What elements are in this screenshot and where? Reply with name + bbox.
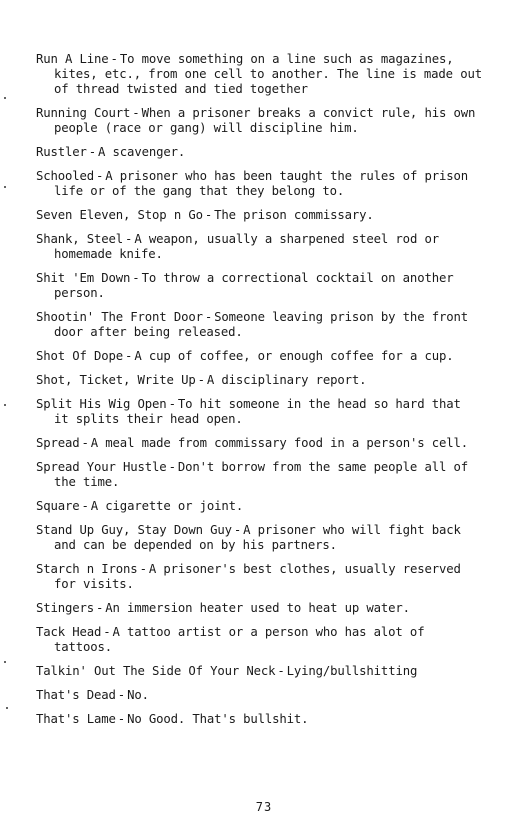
scan-speck — [4, 661, 6, 663]
entry-separator: - — [96, 169, 104, 183]
entry-term: Shank, Steel — [36, 232, 124, 246]
entry-term: Stand Up Guy, Stay Down Guy — [36, 523, 232, 537]
glossary-entry — [36, 436, 482, 451]
scan-speck — [4, 97, 6, 99]
entry-definition: When a prisoner breaks a convict rule, his own people (race or gang) will discipline him. — [54, 106, 476, 135]
entry-term: Talkin' Out The Side Of Your Neck — [36, 664, 276, 678]
glossary-entry — [36, 712, 482, 727]
glossary-entry — [36, 460, 482, 490]
entry-definition: A weapon, usually a sharpened steel rod or homemade knife. — [54, 232, 439, 261]
entry-term: Spread Your Hustle — [36, 460, 167, 474]
glossary-entry — [36, 688, 482, 703]
entry-separator: - — [204, 310, 213, 324]
entry-term: Stingers — [36, 601, 95, 615]
entry-separator: - — [233, 523, 242, 537]
entry-separator: - — [117, 688, 126, 702]
page-number: 73 — [255, 800, 273, 814]
glossary-entry — [36, 310, 482, 340]
entry-separator: - — [117, 712, 126, 726]
entry-term: Tack Head — [36, 625, 102, 639]
entry-term: Rustler — [36, 145, 87, 159]
entry-definition: A prisoner's best clothes, usually reserved for visits. — [54, 562, 461, 591]
entry-separator: - — [96, 601, 104, 615]
entry-definition: Someone leaving prison by the front door after being released. — [54, 310, 468, 339]
entry-separator: - — [88, 145, 97, 159]
scan-speck — [6, 707, 8, 709]
entry-definition: To move something on a line such as magazines, kites, etc., from one cell to another. The line is made out of thread twisted and tied together — [54, 52, 482, 96]
entry-separator: - — [103, 625, 111, 639]
glossary-entry — [36, 349, 482, 364]
glossary-entry — [36, 271, 482, 301]
entry-separator: - — [81, 436, 89, 450]
entry-separator: - — [81, 499, 89, 513]
entry-definition: The prison commissary. — [214, 208, 374, 222]
entry-term: Shit 'Em Down — [36, 271, 131, 285]
entry-separator: - — [168, 460, 176, 474]
entry-definition: A scavenger. — [98, 145, 186, 159]
entry-separator: - — [197, 373, 205, 387]
entry-definition: A prisoner who will fight back and can be depended on by his partners. — [54, 523, 461, 552]
entry-definition: A cup of coffee, or enough coffee for a cup. — [134, 349, 454, 363]
entry-term: Run A Line — [36, 52, 109, 66]
glossary-entry — [36, 601, 482, 616]
entry-definition: An immersion heater used to heat up water. — [105, 601, 410, 615]
entry-separator: - — [277, 664, 285, 678]
entry-definition: A cigarette or joint. — [90, 499, 244, 513]
entry-definition: A prisoner who has been taught the rules of prison life or of the gang that they belong to. — [54, 169, 468, 198]
glossary-entry — [36, 145, 482, 160]
entry-term: That's Dead — [36, 688, 116, 702]
entry-separator: - — [168, 397, 176, 411]
glossary-entry — [36, 523, 482, 553]
glossary-page — [36, 52, 482, 736]
entry-term: Square — [36, 499, 80, 513]
entry-term: Shot Of Dope — [36, 349, 124, 363]
glossary-entry — [36, 52, 482, 97]
entry-term: Seven Eleven, Stop n Go — [36, 208, 203, 222]
glossary-entry — [36, 106, 482, 136]
entry-term: Split His Wig Open — [36, 397, 167, 411]
entry-definition: A tattoo artist or a person who has alot of tattoos. — [54, 625, 425, 654]
entry-term: Running Court — [36, 106, 131, 120]
entry-separator: - — [125, 349, 133, 363]
entry-definition: To hit someone in the head so hard that it splits their head open. — [54, 397, 461, 426]
entry-definition: No Good. That's bullshit. — [127, 712, 309, 726]
entry-term: Shootin' The Front Door — [36, 310, 203, 324]
entry-definition: No. — [127, 688, 149, 702]
entry-separator: - — [139, 562, 147, 576]
entry-term: Starch n Irons — [36, 562, 138, 576]
scan-speck — [4, 186, 6, 188]
entry-term: Spread — [36, 436, 80, 450]
entry-definition: A disciplinary report. — [206, 373, 367, 387]
glossary-entry — [36, 499, 482, 514]
entry-term: That's Lame — [36, 712, 116, 726]
glossary-entry — [36, 625, 482, 655]
entry-term: Schooled — [36, 169, 95, 183]
glossary-entry — [36, 664, 482, 679]
entry-separator: - — [204, 208, 213, 222]
entry-definition: Don't borrow from the same people all of the time. — [54, 460, 468, 489]
entry-separator: - — [110, 52, 118, 66]
glossary-entry — [36, 208, 482, 223]
entry-separator: - — [132, 271, 140, 285]
glossary-entry — [36, 232, 482, 262]
glossary-entry — [36, 397, 482, 427]
glossary-entry — [36, 169, 482, 199]
entry-definition: A meal made from commissary food in a person's cell. — [90, 436, 468, 450]
scan-speck — [4, 404, 6, 406]
entry-term: Shot, Ticket, Write Up — [36, 373, 196, 387]
entry-separator: - — [125, 232, 133, 246]
glossary-entry — [36, 562, 482, 592]
entry-definition: Lying/bullshitting — [286, 664, 418, 678]
glossary-entry — [36, 373, 482, 388]
entry-separator: - — [132, 106, 140, 120]
entry-definition: To throw a correctional cocktail on another person. — [54, 271, 454, 300]
